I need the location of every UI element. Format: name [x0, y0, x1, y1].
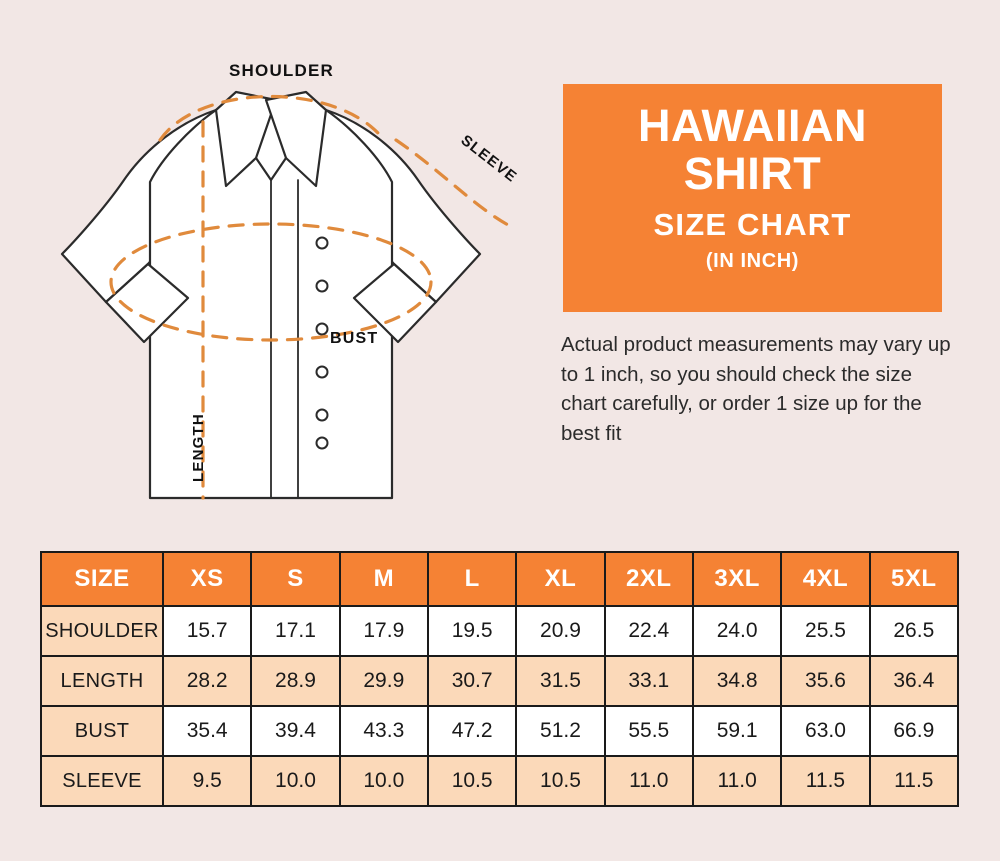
- cell-shoulder-xs: 15.7: [163, 606, 251, 656]
- label-length: LENGTH: [190, 413, 207, 482]
- row-label-shoulder: SHOULDER: [41, 606, 163, 656]
- cell-sleeve-xl: 10.5: [516, 756, 604, 806]
- cell-bust-xl: 51.2: [516, 706, 604, 756]
- cell-bust-5xl: 66.9: [870, 706, 958, 756]
- cell-length-l: 30.7: [428, 656, 516, 706]
- size-chart-table-wrap: [40, 551, 959, 807]
- column-header-s: S: [251, 552, 339, 606]
- cell-bust-l: 47.2: [428, 706, 516, 756]
- row-label-sleeve: SLEEVE: [41, 756, 163, 806]
- column-header-xs: XS: [163, 552, 251, 606]
- cell-length-4xl: 35.6: [781, 656, 869, 706]
- cell-sleeve-l: 10.5: [428, 756, 516, 806]
- label-shoulder: SHOULDER: [229, 61, 334, 80]
- table-row: [41, 756, 958, 806]
- cell-shoulder-xl: 20.9: [516, 606, 604, 656]
- cell-bust-s: 39.4: [251, 706, 339, 756]
- cell-shoulder-2xl: 22.4: [605, 606, 693, 656]
- cell-shoulder-l: 19.5: [428, 606, 516, 656]
- cell-sleeve-3xl: 11.0: [693, 756, 781, 806]
- column-header-xl: XL: [516, 552, 604, 606]
- cell-shoulder-4xl: 25.5: [781, 606, 869, 656]
- cell-length-2xl: 33.1: [605, 656, 693, 706]
- column-header-4xl: 4XL: [781, 552, 869, 606]
- cell-length-xs: 28.2: [163, 656, 251, 706]
- cell-shoulder-5xl: 26.5: [870, 606, 958, 656]
- cell-length-m: 29.9: [340, 656, 428, 706]
- row-label-length: LENGTH: [41, 656, 163, 706]
- cell-length-5xl: 36.4: [870, 656, 958, 706]
- title-line-2: SHIRT: [683, 147, 822, 199]
- cell-bust-3xl: 59.1: [693, 706, 781, 756]
- cell-sleeve-4xl: 11.5: [781, 756, 869, 806]
- size-chart-table: [40, 551, 959, 807]
- column-header-2xl: 2XL: [605, 552, 693, 606]
- cell-bust-m: 43.3: [340, 706, 428, 756]
- table-row: [41, 606, 958, 656]
- column-header-l: L: [428, 552, 516, 606]
- cell-shoulder-m: 17.9: [340, 606, 428, 656]
- table-row: [41, 706, 958, 756]
- title-line-1: HAWAIIAN: [638, 100, 867, 151]
- shirt-illustration: [40, 30, 540, 520]
- cell-sleeve-2xl: 11.0: [605, 756, 693, 806]
- cell-sleeve-5xl: 11.5: [870, 756, 958, 806]
- table-header-row: [41, 552, 958, 606]
- label-sleeve: SLEEVE: [457, 131, 521, 187]
- cell-sleeve-m: 10.0: [340, 756, 428, 806]
- cell-sleeve-s: 10.0: [251, 756, 339, 806]
- cell-length-3xl: 34.8: [693, 656, 781, 706]
- row-label-bust: BUST: [41, 706, 163, 756]
- column-header-5xl: 5XL: [870, 552, 958, 606]
- title-unit: (IN INCH): [705, 250, 800, 273]
- cell-bust-4xl: 63.0: [781, 706, 869, 756]
- table-row: [41, 656, 958, 706]
- column-header-size: SIZE: [41, 552, 163, 606]
- cell-length-s: 28.9: [251, 656, 339, 706]
- column-header-m: M: [340, 552, 428, 606]
- column-header-3xl: 3XL: [693, 552, 781, 606]
- cell-bust-xs: 35.4: [163, 706, 251, 756]
- measurement-note: Actual product measurements may vary up to 1 inch, so you should check the size chart carefully, or order 1 size up for the best fit: [561, 333, 951, 446]
- title-subtitle: SIZE CHART: [653, 207, 852, 243]
- label-bust: BUST: [330, 330, 379, 347]
- cell-length-xl: 31.5: [516, 656, 604, 706]
- cell-sleeve-xs: 9.5: [163, 756, 251, 806]
- cell-shoulder-s: 17.1: [251, 606, 339, 656]
- shirt-diagram-icon: [40, 30, 540, 520]
- cell-shoulder-3xl: 24.0: [693, 606, 781, 656]
- cell-bust-2xl: 55.5: [605, 706, 693, 756]
- title-card: [563, 84, 942, 312]
